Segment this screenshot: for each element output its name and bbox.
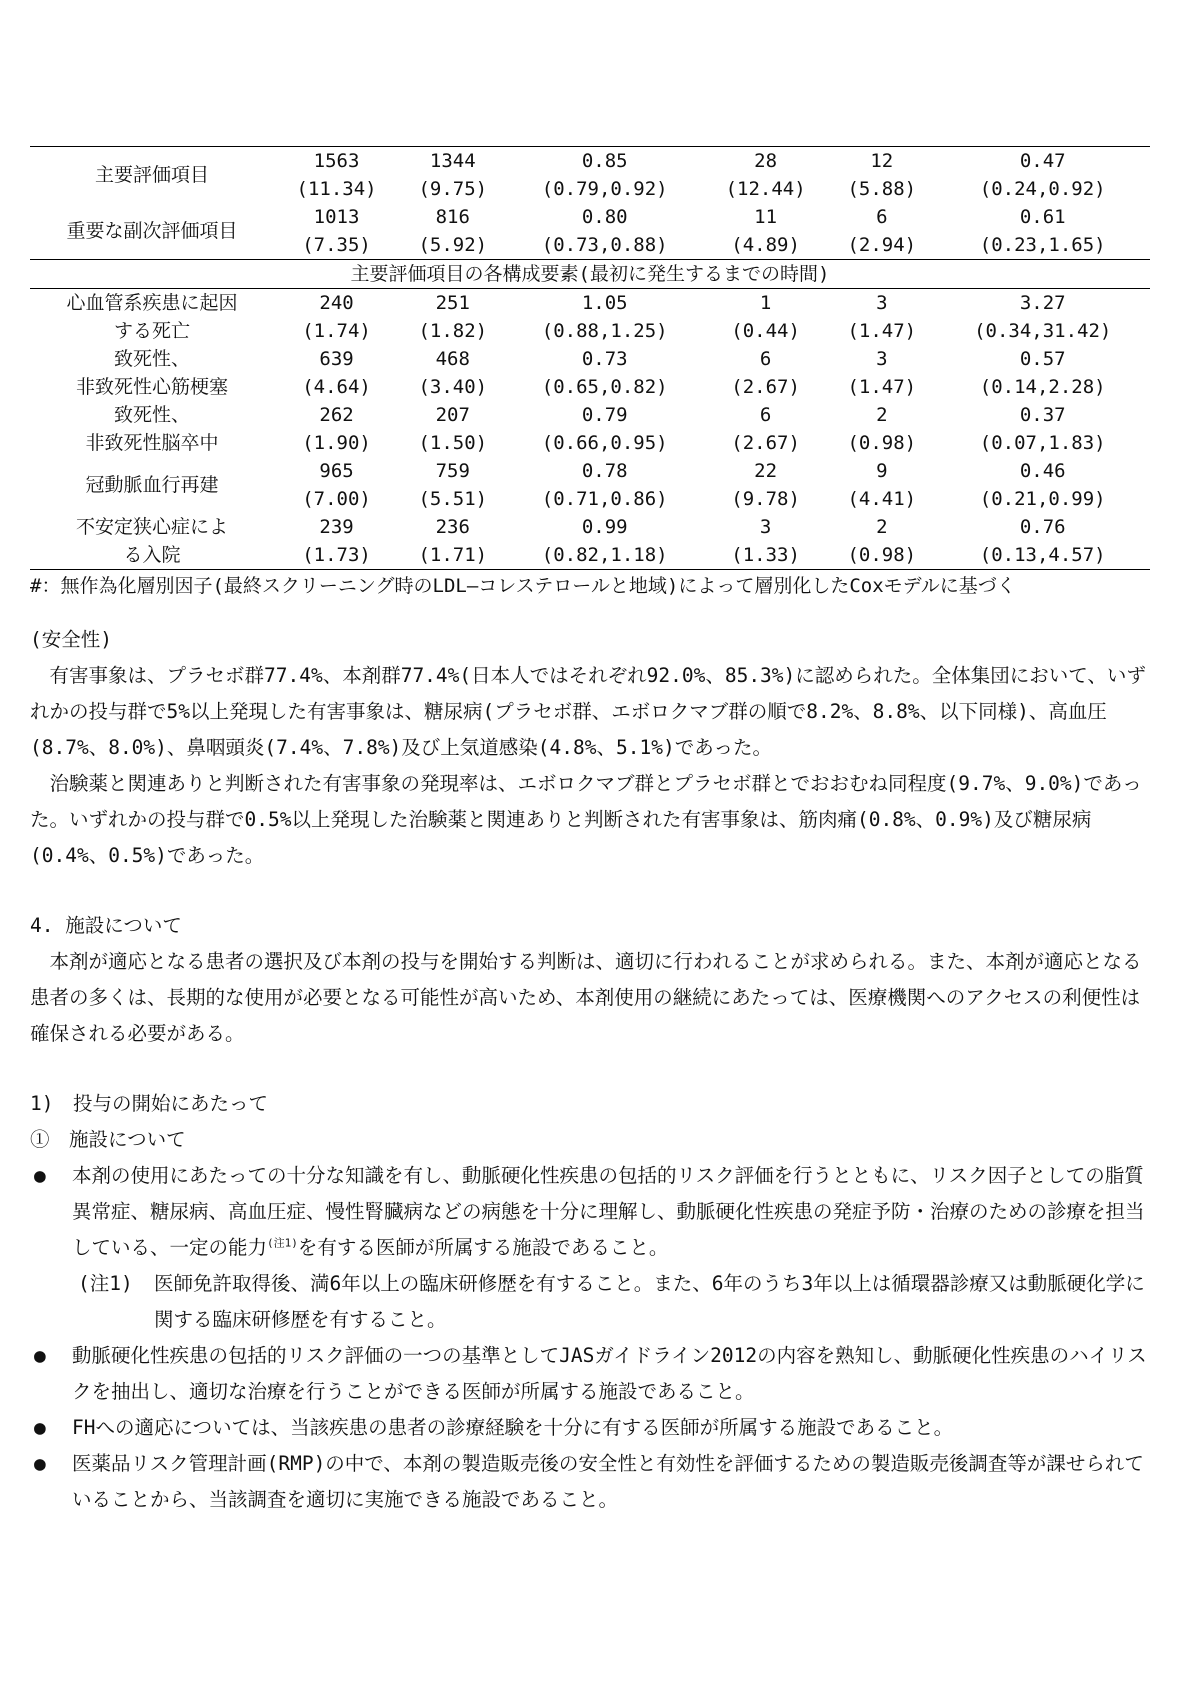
list-item: ● 医薬品リスク管理計画(RMP)の中で、本剤の製造販売後の安全性と有効性を評価するための製造販売後調査等が課せられていることから、当該調査を適切に実施できる施設であること。 [30, 1446, 1150, 1518]
table-cell: (0.65,0.82) [541, 376, 668, 398]
table-cell: (12.44) [725, 178, 806, 200]
table-cell: 0.37 [1019, 404, 1066, 426]
row-label: 冠動脈血行再建 [85, 474, 219, 496]
table-cell: 0.78 [581, 460, 628, 482]
table-cell: 22 [754, 460, 778, 482]
table-cell: 0.47 [935, 147, 1150, 176]
table-cell: (2.67) [731, 432, 800, 454]
table-cell: (7.35) [302, 234, 371, 256]
table-cell: (0.34,31.42) [974, 320, 1112, 342]
table-row [30, 513, 1150, 541]
subheading-facility: ① 施設について [30, 1128, 186, 1151]
table-cell: 2 [876, 516, 888, 538]
row-label: 致死性、 [113, 404, 190, 426]
table-cell: (5.51) [418, 488, 488, 510]
row-label: 心血管系疾患に起因 [30, 289, 274, 318]
table-cell: (0.21,0.99) [979, 488, 1106, 510]
list-item: ● 動脈硬化性疾患の包括的リスク評価の一つの基準としてJASガイドライン2012の内容を熟知し、動脈硬化性疾患のハイリスクを抽出し、適切な治療を行うことができる医師が所属する施設であること。 [30, 1338, 1150, 1410]
table-cell: 11 [754, 206, 778, 228]
table-cell: (0.24,0.92) [979, 178, 1106, 200]
row-label: 致死性、 [113, 348, 190, 370]
table-cell: 0.61 [1019, 206, 1066, 228]
table-cell: (1.47) [847, 320, 917, 342]
table-row [30, 457, 1150, 485]
table-row [30, 541, 1150, 570]
row-label: 非致死性脳卒中 [85, 432, 219, 454]
requirements-list [30, 1158, 1150, 1518]
section-header-row [30, 260, 1150, 289]
results-table [30, 146, 1150, 570]
table-cell: (2.67) [731, 376, 800, 398]
table-row [30, 345, 1150, 373]
table-row [30, 373, 1150, 401]
table-cell: (0.13,4.57) [935, 541, 1150, 570]
safety-paragraph-1: 有害事象は、プラセボ群77.4%、本剤群77.4%(日本人ではそれぞれ92.0%、85.3%)に認められた。全体集団において、いずれかの投与群で5%以上発現した有害事象は、糖尿病(プラセボ群、エボロクマブ群の順で8.2%、8.8%、以下同様)、高血圧(8.7%、8.0%)、鼻咽頭炎(7.4%、7.8%)及び上気道感染(4.8%、5.1%)であった。 [30, 664, 1146, 759]
row-label: する死亡 [113, 320, 190, 342]
table-row [30, 429, 1150, 457]
table-cell: (7.00) [302, 488, 371, 510]
table-cell: (4.41) [847, 488, 917, 510]
table-cell: 816 [435, 206, 470, 228]
table-cell: 6 [876, 206, 888, 228]
table-cell: (0.07,1.83) [979, 432, 1106, 454]
table-cell: (0.66,0.95) [541, 432, 668, 454]
facility-heading: 4. 施設について [30, 914, 182, 937]
table-cell: 0.99 [581, 516, 628, 538]
bullet-icon: ● [34, 1452, 46, 1475]
table-cell: 239 [319, 516, 354, 538]
table-cell: (4.64) [302, 376, 371, 398]
table-cell: 3 [759, 516, 772, 538]
subheading-start: 1) 投与の開始にあたって [30, 1092, 268, 1115]
note-tag: (注1) [78, 1272, 133, 1295]
row-label: 不安定狭心症によ [75, 516, 228, 538]
footnote-ref: (注1) [267, 1236, 298, 1250]
table-cell: (4.89) [731, 234, 800, 256]
document-page [30, 146, 1150, 1518]
table-cell: (5.92) [418, 234, 488, 256]
table-cell: 639 [319, 348, 354, 370]
table-row [30, 203, 1150, 231]
table-cell: (9.78) [731, 488, 800, 510]
table-cell: (0.23,1.65) [979, 234, 1106, 256]
list-item: ● FHへの適応については、当該疾患の患者の診療経験を十分に有する医師が所属する施設であること。 [30, 1410, 1150, 1446]
table-cell: 0.80 [581, 206, 628, 228]
bullet-icon: ● [34, 1344, 46, 1367]
table-cell: 468 [435, 348, 470, 370]
row-label: 非致死性心筋梗塞 [75, 376, 228, 398]
table-cell: (11.34) [296, 178, 377, 200]
table-cell: (2.94) [847, 234, 917, 256]
table-cell: 1344 [399, 147, 506, 176]
list-item: ● 本剤の使用にあたっての十分な知識を有し、動脈硬化性疾患の包括的リスク評価を行うとともに、リスク因子としての脂質異常症、糖尿病、高血圧症、慢性腎臓病などの病態を十分に理解し、動脈硬化性疾患の発症予防・治療のための診療を担当している、一定の能力$^{(注1)}$を有する医師が所属する施設であること。 [30, 1158, 1150, 1266]
table-cell: (0.73,0.88) [541, 234, 668, 256]
table-cell: (0.88,1.25) [541, 320, 668, 342]
table-cell: 207 [435, 404, 470, 426]
note-item [30, 1266, 1150, 1338]
table-cell: (0.71,0.86) [541, 488, 668, 510]
table-cell: (0.98) [847, 432, 917, 454]
table-cell: (9.75) [418, 178, 488, 200]
table-cell: 12 [828, 147, 935, 176]
table-cell: 2 [876, 404, 888, 426]
safety-paragraph-2: 治験薬と関連ありと判断された有害事象の発現率は、エボロクマブ群とプラセボ群とでおおむね同程度(9.7%、9.0%)であった。いずれかの投与群で0.5%以上発現した治験薬と関連ありと判断された有害事象は、筋肉痛(0.8%、0.9%)及び糖尿病(0.4%、0.5%)であった。 [30, 772, 1142, 867]
table-footnote: #：無作為化層別因子(最終スクリーニング時のLDL―コレステロールと地域)によって層別化したCoxモデルに基づく [30, 575, 1016, 597]
table-cell: 0.57 [1019, 348, 1066, 370]
table-cell: 1 [703, 289, 828, 318]
table-cell: (1.73) [274, 541, 399, 570]
table-cell: (0.79,0.92) [541, 178, 668, 200]
table-cell: 3 [876, 348, 888, 370]
table-cell: 1013 [313, 206, 360, 228]
table-cell: 0.46 [1019, 460, 1066, 482]
table-cell: 9 [876, 460, 888, 482]
table-cell: (1.82) [418, 320, 488, 342]
table-cell: (1.90) [302, 432, 371, 454]
row-label: 重要な副次評価項目 [66, 220, 238, 242]
facility-paragraph: 本剤が適応となる患者の選択及び本剤の投与を開始する判断は、適切に行われることが求められる。また、本剤が適応となる患者の多くは、長期的な使用が必要となる可能性が高いため、本剤使用の継続にあたっては、医療機関へのアクセスの利便性は確保される必要がある。 [30, 950, 1142, 1045]
table-cell: (1.33) [703, 541, 828, 570]
table-cell: (1.47) [847, 376, 917, 398]
table-cell: (1.71) [399, 541, 506, 570]
bullet-icon: ● [34, 1164, 46, 1187]
table-cell: 0.76 [1019, 516, 1066, 538]
table-cell: (0.82,1.18) [506, 541, 703, 570]
table-cell: (5.88) [847, 178, 917, 200]
table-row [30, 401, 1150, 429]
table-row [30, 147, 1150, 176]
table-cell: (3.40) [418, 376, 488, 398]
table-cell: (1.74) [302, 320, 371, 342]
table-cell: 0.85 [506, 147, 703, 176]
table-cell: (0.98) [828, 541, 935, 570]
table-cell: 6 [759, 404, 772, 426]
note-text: 医師免許取得後、満6年以上の臨床研修歴を有すること。また、6年のうち3年以上は循環器診療又は動脈硬化学に関する臨床研修歴を有すること。 [154, 1272, 1145, 1331]
safety-heading: (安全性) [30, 628, 112, 651]
table-cell: 28 [703, 147, 828, 176]
table-cell: 251 [399, 289, 506, 318]
table-cell: 3 [828, 289, 935, 318]
table-cell: 0.73 [581, 348, 628, 370]
section-header: 主要評価項目の各構成要素(最初に発生するまでの時間) [30, 260, 1150, 289]
bullet-icon: ● [34, 1416, 46, 1439]
table-cell: 1.05 [506, 289, 703, 318]
row-label: る入院 [30, 541, 274, 570]
row-label: 主要評価項目 [30, 147, 274, 204]
table-cell: 262 [319, 404, 354, 426]
table-cell: 0.79 [581, 404, 628, 426]
table-cell: 759 [435, 460, 470, 482]
table-cell: (0.44) [731, 320, 800, 342]
table-cell: (0.14,2.28) [979, 376, 1106, 398]
table-cell: 240 [274, 289, 399, 318]
table-cell: 3.27 [935, 289, 1150, 318]
table-cell: 965 [319, 460, 354, 482]
table-row [30, 289, 1150, 318]
table-row [30, 317, 1150, 345]
table-cell: 236 [435, 516, 470, 538]
table-cell: (1.50) [418, 432, 488, 454]
table-cell: 1563 [274, 147, 399, 176]
table-cell: 6 [759, 348, 772, 370]
